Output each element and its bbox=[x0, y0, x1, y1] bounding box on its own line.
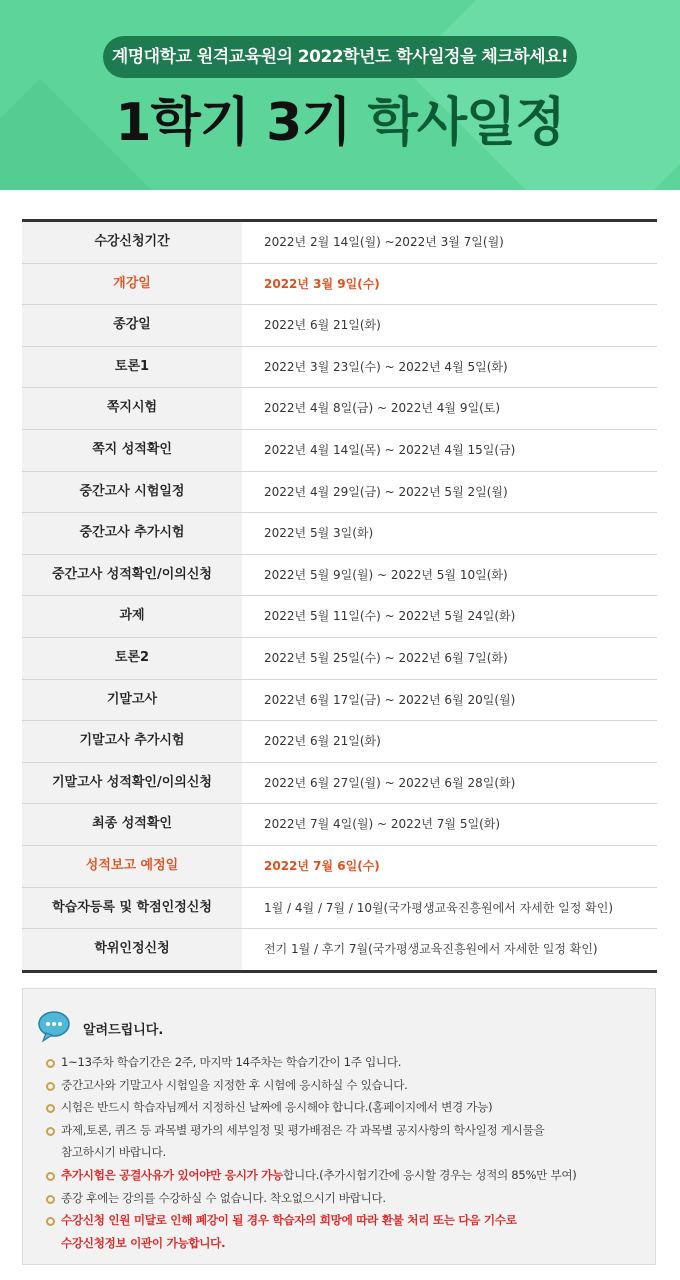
notice-text: 1~13주차 학습기간은 2주, 마지막 14주차는 학습기간이 1주 입니다. bbox=[61, 1055, 402, 1069]
row-label: 학위인정신청 bbox=[22, 929, 242, 970]
row-label: 토론1 bbox=[22, 347, 242, 388]
row-value: 2022년 7월 4일(월) ~ 2022년 7월 5일(화) bbox=[264, 817, 501, 832]
speech-bubble-icon bbox=[37, 1009, 71, 1043]
table-row bbox=[22, 680, 657, 722]
title-term: 1학기 3기 bbox=[115, 93, 351, 153]
page-title bbox=[0, 88, 680, 158]
notice-item bbox=[43, 1051, 653, 1074]
row-value: 2022년 5월 11일(수) ~ 2022년 5월 24일(화) bbox=[264, 609, 516, 624]
header-banner bbox=[0, 0, 680, 190]
table-row bbox=[22, 222, 657, 264]
row-label: 학습자등록 및 학점인정신청 bbox=[22, 888, 242, 929]
notice-text: 중간고사와 기말고사 시험일을 지정한 후 시험에 응시하실 수 있습니다. bbox=[61, 1077, 408, 1092]
notice-text: 수강신청정보 이관이 가능합니다. bbox=[61, 1235, 226, 1250]
notice-text: 수강신청 인원 미달로 인해 폐강이 될 경우 학습자의 희망에 따라 환불 처리 또는 다음 기수로 bbox=[61, 1213, 517, 1228]
row-label: 쪽지 성적확인 bbox=[22, 430, 242, 471]
notice-box bbox=[22, 988, 656, 1265]
row-label: 쪽지시험 bbox=[22, 388, 242, 429]
row-label: 종강일 bbox=[22, 305, 242, 346]
notice-item bbox=[43, 1187, 653, 1210]
notice-text: 참고하시기 바랍니다. bbox=[61, 1145, 166, 1160]
row-label: 기말고사 추가시험 bbox=[22, 721, 242, 762]
row-value: 2022년 4월 29일(금) ~ 2022년 5월 2일(월) bbox=[264, 484, 508, 499]
table-row bbox=[22, 846, 657, 888]
table-row bbox=[22, 305, 657, 347]
table-row bbox=[22, 430, 657, 472]
title-schedule: 학사일정 bbox=[367, 93, 565, 153]
notice-item bbox=[43, 1119, 653, 1142]
notice-text: 합니다.(추가시험기간에 응시할 경우는 성적의 85%만 부여) bbox=[283, 1167, 577, 1182]
notice-item bbox=[43, 1164, 653, 1187]
row-value: 2022년 6월 21일(화) bbox=[264, 734, 381, 749]
row-value: 2022년 6월 27일(월) ~ 2022년 6월 28일(화) bbox=[264, 775, 516, 790]
bullet-icon bbox=[46, 1059, 55, 1068]
row-label: 기말고사 성적확인/이의신청 bbox=[22, 763, 242, 804]
table-row bbox=[22, 638, 657, 680]
row-value: 2022년 5월 9일(월) ~ 2022년 5월 10일(화) bbox=[264, 567, 508, 582]
bullet-icon bbox=[46, 1195, 55, 1204]
row-value: 전기 1월 / 후기 7월(국가평생교육진흥원에서 자세한 일정 확인) bbox=[264, 942, 598, 957]
notice-title: 알려드립니다. bbox=[83, 1023, 164, 1038]
row-value: 2022년 4월 14일(목) ~ 2022년 4월 15일(금) bbox=[264, 442, 516, 457]
notice-item bbox=[43, 1074, 653, 1097]
row-label: 개강일 bbox=[22, 264, 242, 305]
table-row bbox=[22, 763, 657, 805]
row-label: 중간고사 시험일정 bbox=[22, 472, 242, 513]
notice-item-continued bbox=[43, 1141, 653, 1164]
schedule-table bbox=[22, 219, 657, 973]
bullet-icon bbox=[46, 1217, 55, 1226]
notice-text: 과제,토론, 퀴즈 등 과목별 평가의 세부일정 및 평가배점은 각 과목별 공지사항의 학사일정 게시물을 bbox=[61, 1122, 545, 1137]
row-value: 2022년 4월 8일(금) ~ 2022년 4월 9일(토) bbox=[264, 401, 501, 416]
notice-text: 종강 후에는 강의를 수강하실 수 없습니다. 착오없으시기 바랍니다. bbox=[61, 1190, 386, 1205]
bullet-icon bbox=[46, 1172, 55, 1181]
notice-item bbox=[43, 1209, 653, 1232]
table-row bbox=[22, 347, 657, 389]
row-label: 중간고사 성적확인/이의신청 bbox=[22, 555, 242, 596]
table-row bbox=[22, 721, 657, 763]
notice-item bbox=[43, 1096, 653, 1119]
header-pill: 계명대학교 원격교육원의 2022학년도 학사일정을 체크하세요! bbox=[103, 36, 577, 78]
row-value: 2022년 5월 25일(수) ~ 2022년 6월 7일(화) bbox=[264, 650, 508, 665]
row-value: 2022년 3월 23일(수) ~ 2022년 4월 5일(화) bbox=[264, 359, 508, 374]
bullet-icon bbox=[46, 1104, 55, 1113]
table-row bbox=[22, 929, 657, 970]
table-row bbox=[22, 888, 657, 930]
bullet-icon bbox=[46, 1082, 55, 1091]
row-label: 기말고사 bbox=[22, 680, 242, 721]
bullet-icon bbox=[46, 1127, 55, 1136]
row-value: 2022년 5월 3일(화) bbox=[264, 526, 374, 541]
table-row bbox=[22, 513, 657, 555]
row-label: 최종 성적확인 bbox=[22, 804, 242, 845]
row-value: 2022년 6월 21일(화) bbox=[264, 318, 381, 333]
row-value: 2022년 2월 14일(월) ~2022년 3월 7일(월) bbox=[264, 235, 504, 249]
notice-list bbox=[43, 1051, 653, 1254]
row-value: 2022년 6월 17일(금) ~ 2022년 6월 20일(월) bbox=[264, 692, 516, 707]
table-row bbox=[22, 388, 657, 430]
notice-text: 시험은 반드시 학습자님께서 지정하신 날짜에 응시해야 합니다.(홈페이지에서 변경 가능) bbox=[61, 1100, 493, 1115]
table-row bbox=[22, 264, 657, 306]
table-row bbox=[22, 472, 657, 514]
row-label: 중간고사 추가시험 bbox=[22, 513, 242, 554]
notice-emphasis: 추가시험은 공결사유가 있어야만 응시가 가능 bbox=[61, 1167, 284, 1182]
table-row bbox=[22, 596, 657, 638]
table-row bbox=[22, 555, 657, 597]
row-label: 토론2 bbox=[22, 638, 242, 679]
notice-item-continued bbox=[43, 1232, 653, 1255]
table-row bbox=[22, 804, 657, 846]
row-value: 2022년 3월 9일(수) bbox=[264, 276, 380, 291]
row-value: 2022년 7월 6일(수) bbox=[264, 858, 380, 873]
row-label: 과제 bbox=[22, 596, 242, 637]
row-label: 성적보고 예정일 bbox=[22, 846, 242, 887]
row-label: 수강신청기간 bbox=[22, 222, 242, 263]
row-value: 1월 / 4월 / 7월 / 10월(국가평생교육진흥원에서 자세한 일정 확인) bbox=[264, 900, 614, 915]
